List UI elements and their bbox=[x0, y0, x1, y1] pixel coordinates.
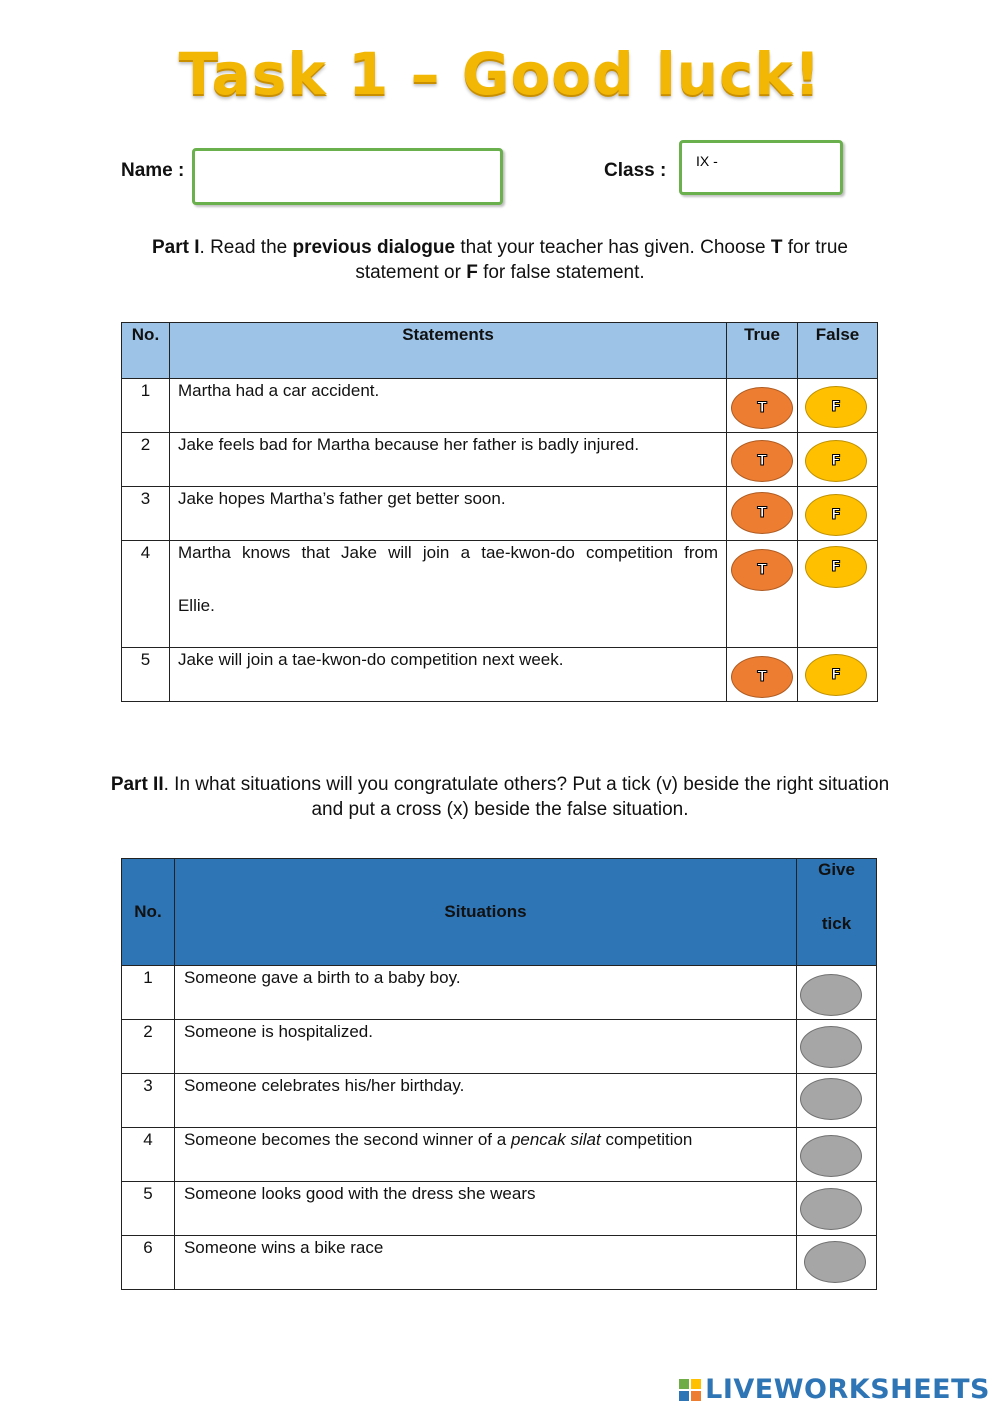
page-title: Task 1 – Good luck! bbox=[178, 40, 822, 108]
tick-answer-button[interactable] bbox=[800, 1078, 862, 1120]
tick-answer-button[interactable] bbox=[800, 1188, 862, 1230]
part2-text: . In what situations will you congratulate others? Put a tick (v) beside the right situation and put a cross (x) beside the false situation. bbox=[163, 774, 890, 820]
row-number: 6 bbox=[122, 1236, 175, 1290]
part1-text-b: previous dialogue bbox=[292, 237, 456, 258]
situation-text: Someone looks good with the dress she wears bbox=[174, 1182, 796, 1236]
row-number: 1 bbox=[122, 966, 175, 1020]
table-row bbox=[122, 1182, 877, 1236]
header-give-tick bbox=[797, 859, 877, 966]
statement-text: Martha had a car accident. bbox=[169, 379, 726, 433]
liveworksheets-logo-icon bbox=[679, 1379, 701, 1401]
part2-instruction bbox=[110, 772, 890, 822]
true-answer-button[interactable]: T bbox=[731, 440, 793, 482]
row-number: 3 bbox=[122, 487, 170, 541]
part1-lead: Part I bbox=[152, 237, 200, 258]
false-answer-button[interactable]: F bbox=[805, 440, 867, 482]
row-number: 1 bbox=[122, 379, 170, 433]
situation-text bbox=[174, 1128, 796, 1182]
name-label: Name : bbox=[121, 160, 185, 181]
row-number: 5 bbox=[122, 648, 170, 702]
situation-text-italic: pencak silat bbox=[510, 1130, 601, 1149]
part1-instruction bbox=[110, 235, 890, 285]
part1-text-f: F bbox=[466, 262, 478, 283]
tick-answer-button[interactable] bbox=[800, 1026, 862, 1068]
table-row bbox=[122, 1128, 877, 1182]
row-number: 3 bbox=[122, 1074, 175, 1128]
class-field-box bbox=[679, 140, 843, 195]
name-field-box bbox=[192, 148, 503, 205]
statement-text: Jake feels bad for Martha because her father is badly injured. bbox=[169, 433, 726, 487]
table-row bbox=[122, 1236, 877, 1290]
table-row bbox=[122, 1020, 877, 1074]
part1-text-a: . Read the bbox=[199, 237, 293, 258]
statement-text: Jake will join a tae-kwon-do competition next week. bbox=[169, 648, 726, 702]
true-answer-button[interactable]: T bbox=[731, 549, 793, 591]
table-row bbox=[122, 487, 878, 541]
row-number: 5 bbox=[122, 1182, 175, 1236]
header-tick: tick bbox=[821, 914, 852, 933]
statement-line-1: Martha knows that Jake will join a tae-kwon-do competition from bbox=[177, 543, 719, 562]
table-row bbox=[122, 541, 878, 648]
statement-text: Jake hopes Martha’s father get better soon. bbox=[169, 487, 726, 541]
true-answer-button[interactable]: T bbox=[731, 387, 793, 429]
table-header-row bbox=[122, 323, 878, 379]
situation-text: Someone gave a birth to a baby boy. bbox=[174, 966, 796, 1020]
part1-text-d: T bbox=[770, 237, 783, 258]
true-answer-button[interactable]: T bbox=[731, 656, 793, 698]
tick-answer-button[interactable] bbox=[800, 974, 862, 1016]
row-number: 2 bbox=[122, 433, 170, 487]
class-label: Class : bbox=[604, 160, 667, 181]
row-number: 2 bbox=[122, 1020, 175, 1074]
statement-line-2: Ellie. bbox=[177, 596, 215, 615]
part1-text-e: for true statement or bbox=[355, 237, 848, 283]
row-number: 4 bbox=[122, 1128, 175, 1182]
false-answer-button[interactable]: F bbox=[805, 546, 867, 588]
situation-text: Someone is hospitalized. bbox=[174, 1020, 796, 1074]
table-row bbox=[122, 648, 878, 702]
tick-answer-button[interactable] bbox=[800, 1135, 862, 1177]
header-false: False bbox=[798, 323, 878, 379]
situation-text-b: competition bbox=[600, 1130, 693, 1149]
brand-name: LIVEWORKSHEETS bbox=[705, 1374, 990, 1405]
header-no: No. bbox=[122, 859, 175, 966]
false-answer-button[interactable]: F bbox=[805, 494, 867, 536]
table-row bbox=[122, 966, 877, 1020]
table-row bbox=[122, 379, 878, 433]
table-row bbox=[122, 1074, 877, 1128]
part1-text-c: that your teacher has given. Choose bbox=[455, 237, 771, 258]
false-answer-button[interactable]: F bbox=[805, 386, 867, 428]
header-give: Give bbox=[818, 860, 855, 879]
name-input[interactable] bbox=[195, 151, 500, 202]
false-answer-button[interactable]: F bbox=[805, 654, 867, 696]
header-situations: Situations bbox=[174, 859, 796, 966]
liveworksheets-logo bbox=[679, 1374, 990, 1405]
header-no: No. bbox=[122, 323, 170, 379]
header-statements: Statements bbox=[169, 323, 726, 379]
table-row bbox=[122, 433, 878, 487]
part2-lead: Part II bbox=[110, 774, 164, 795]
true-false-table bbox=[121, 322, 878, 702]
table-header-row bbox=[122, 859, 877, 966]
header-true: True bbox=[727, 323, 798, 379]
situation-text: Someone celebrates his/her birthday. bbox=[174, 1074, 796, 1128]
true-answer-button[interactable]: T bbox=[731, 492, 793, 534]
statement-text bbox=[169, 541, 726, 648]
situation-text: Someone wins a bike race bbox=[174, 1236, 796, 1290]
class-input[interactable] bbox=[682, 153, 840, 169]
row-number: 4 bbox=[122, 541, 170, 648]
part1-text-g: for false statement. bbox=[477, 262, 645, 283]
tick-answer-button[interactable] bbox=[804, 1241, 866, 1283]
situation-text-a: Someone becomes the second winner of a bbox=[183, 1130, 511, 1149]
situations-table bbox=[121, 858, 877, 1290]
